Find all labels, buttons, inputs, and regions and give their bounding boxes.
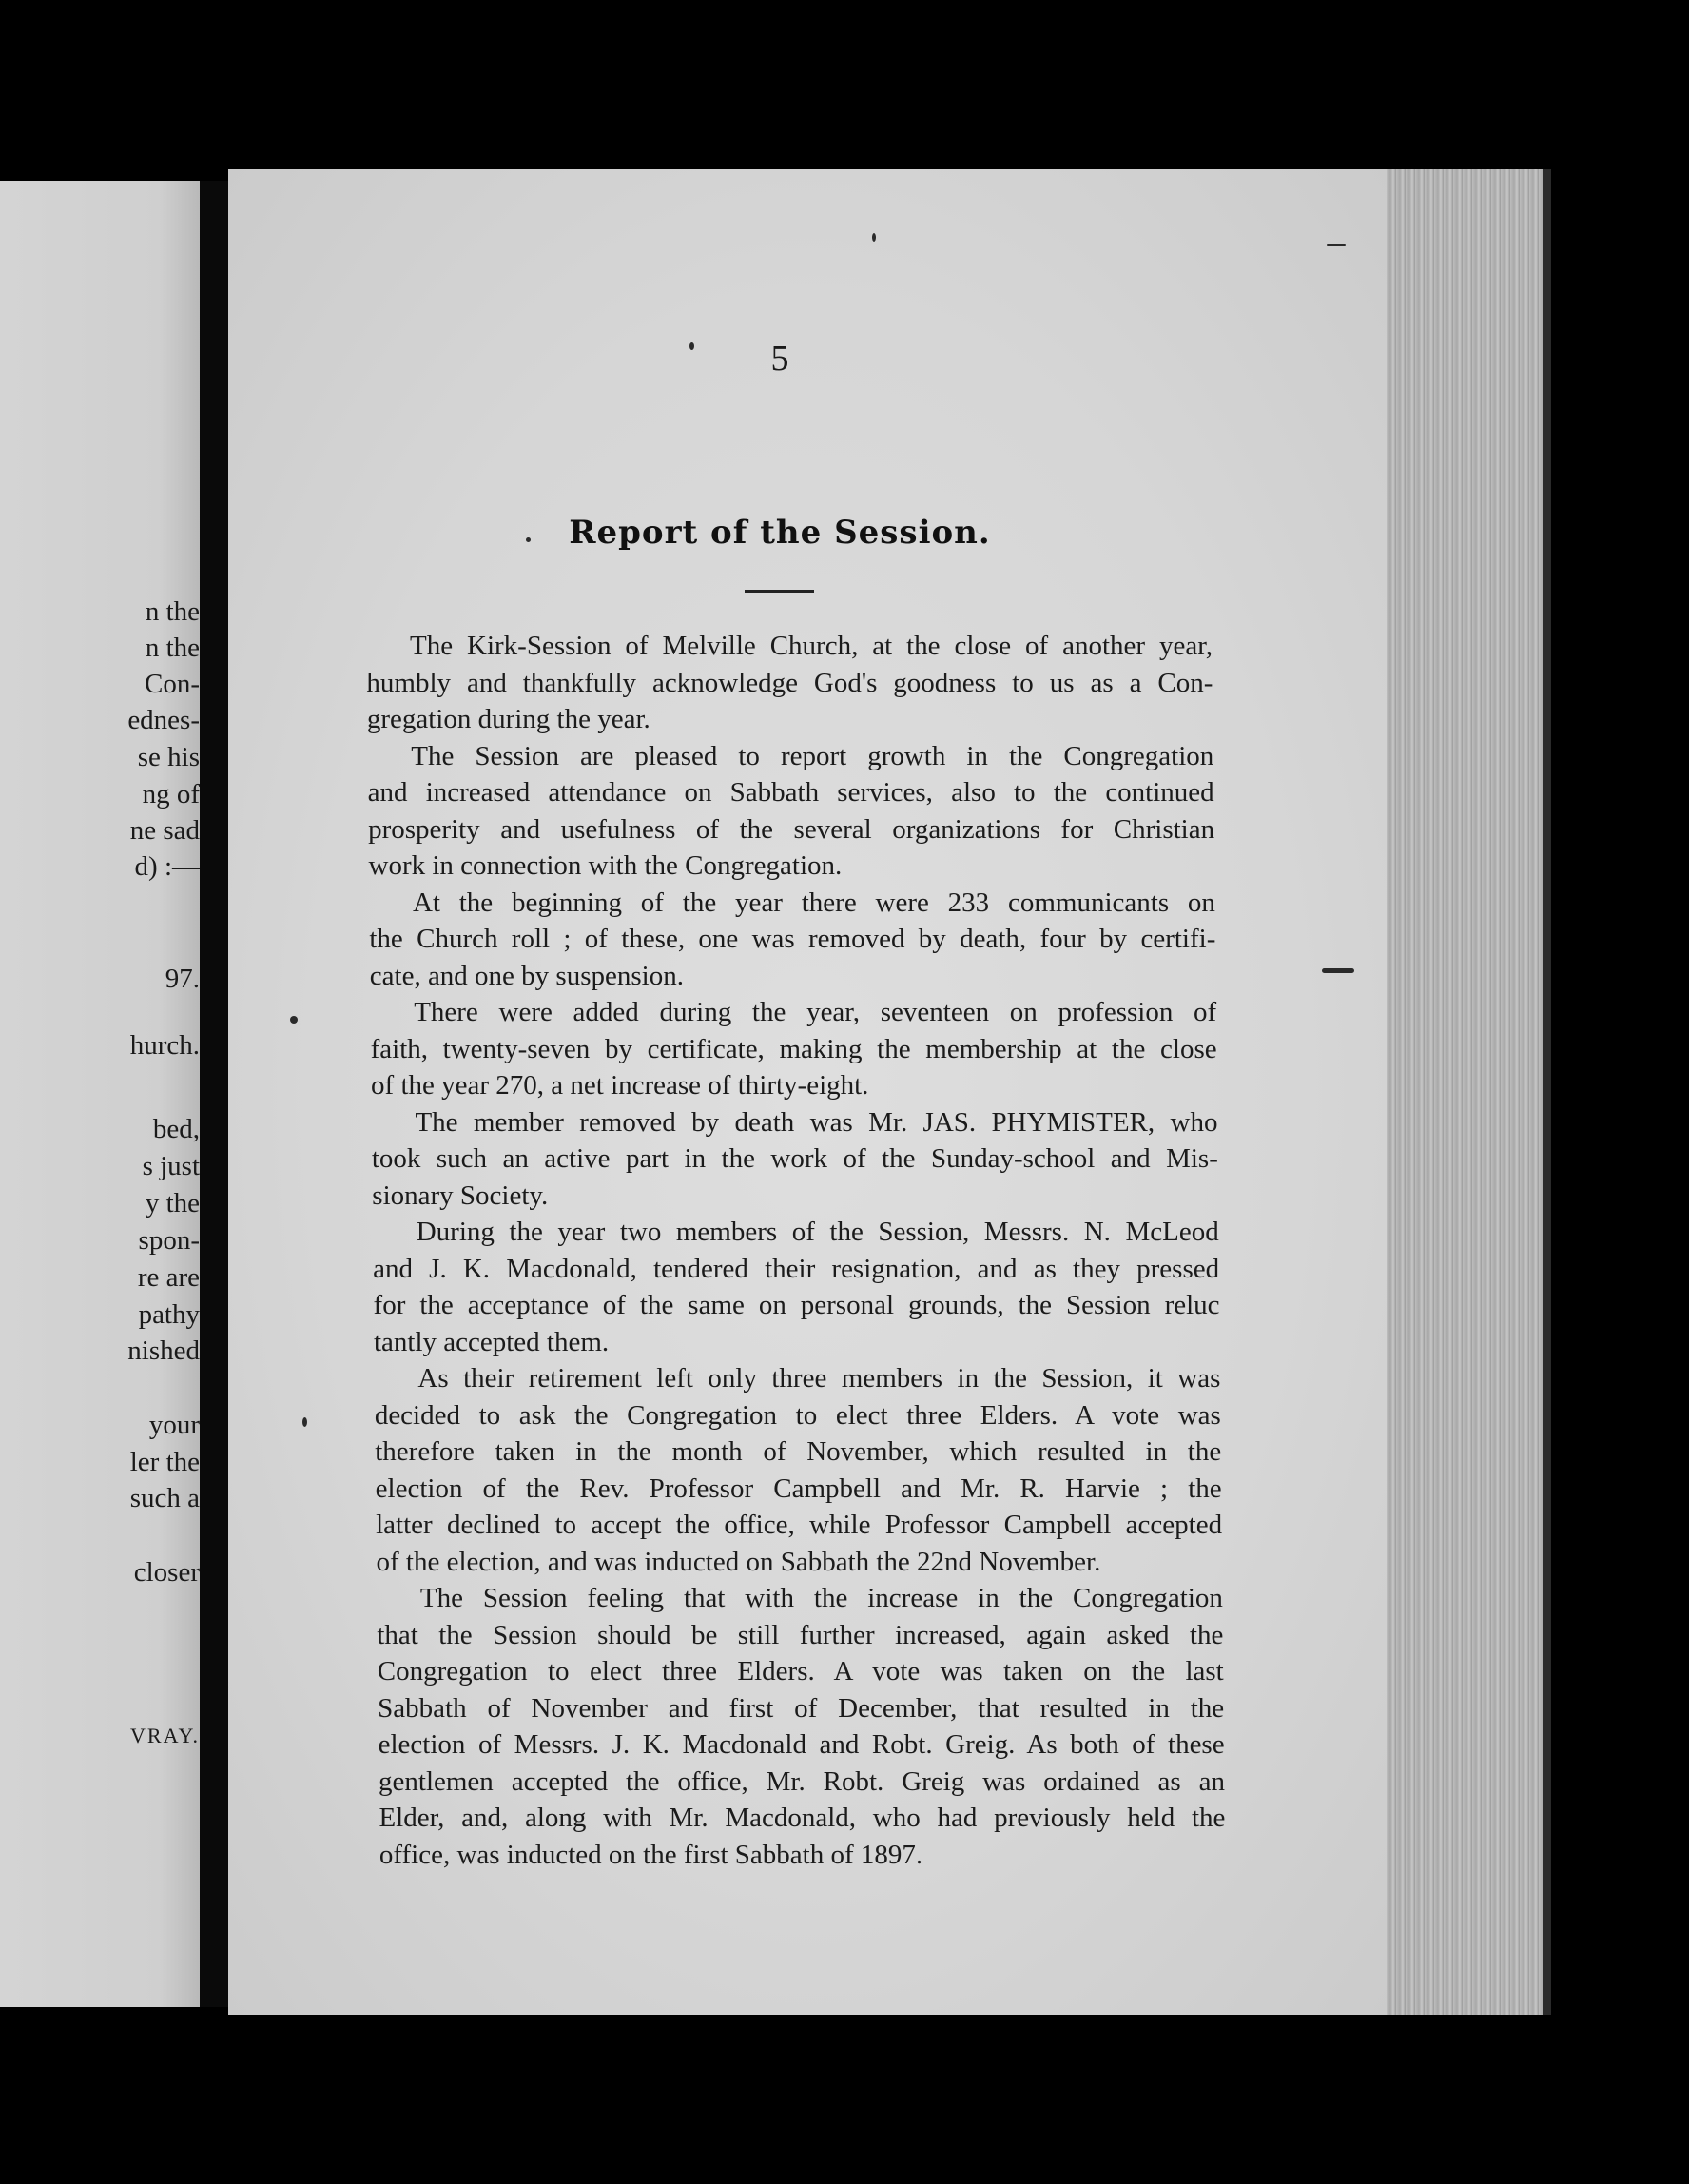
body-line: faith, twenty-seven by certificate, making the membership at the close — [370, 1033, 1217, 1064]
body-line: The Session are pleased to report growth in the Congregation — [411, 740, 1214, 771]
left-page-line: n the — [145, 596, 200, 627]
body-line: decided to ask the Congregation to elect three Elders. A vote was — [374, 1399, 1221, 1431]
left-page-line: ne sad — [129, 815, 200, 846]
book-cover-edge — [1543, 169, 1551, 2015]
body-line: the Church roll ; of these, one was removed by death, four by certifi- — [369, 924, 1216, 954]
speck — [526, 537, 531, 542]
left-page-line: Con- — [145, 669, 200, 699]
left-page-line: re are — [137, 1262, 200, 1293]
body-line: prosperity and usefulness of the several organizations for Christian — [368, 813, 1215, 845]
body-line: that the Session should be still further increased, again asked the — [377, 1619, 1224, 1650]
left-page-line: ng of — [142, 779, 200, 809]
body-line: sionary Society. — [372, 1180, 549, 1211]
book-gutter — [200, 181, 228, 2007]
body-line: humbly and thankfully acknowledge God's goodness to us as a Con- — [366, 667, 1213, 698]
body-line: There were added during the year, seventeen on profession of — [414, 997, 1217, 1027]
body-line: During the year two members of the Session, Messrs. N. McLeod — [416, 1217, 1219, 1247]
speck — [302, 1417, 307, 1427]
body-line: for the acceptance of the same on personal grounds, the Session reluc — [373, 1290, 1220, 1320]
left-page-line: spon- — [138, 1225, 200, 1256]
left-page-line: d) :— — [134, 851, 200, 882]
left-page-line: 97. — [165, 964, 200, 994]
body-line: tantly accepted them. — [373, 1326, 610, 1357]
left-page-line: se his — [137, 742, 200, 772]
body-line: The Kirk-Session of Melville Church, at the close of another year, — [410, 631, 1213, 661]
body-line: As their retirement left only three members in the Session, it was — [417, 1363, 1221, 1394]
body-line: of the election, and was inducted on Sabbath the 22nd November. — [376, 1546, 1101, 1577]
body-line: work in connection with the Congregation. — [368, 850, 843, 881]
body-line: election of the Rev. Professor Campbell and Mr. R. Harvie ; the — [375, 1472, 1222, 1504]
body-line: Sabbath of November and first of December, that resulted in the — [378, 1692, 1225, 1724]
body-line: Elder, and, along with Mr. Macdonald, who had previously held the — [379, 1803, 1226, 1833]
body-line: At the beginning of the year there were 233 communicants on — [412, 887, 1215, 918]
left-page-line: bed, — [152, 1114, 200, 1144]
left-page-line: pathy — [138, 1299, 200, 1330]
speck — [689, 342, 694, 350]
left-page-line: y the — [145, 1188, 200, 1219]
page-edges — [1387, 169, 1543, 2015]
body-line: The Session feeling that with the increase in the Congregation — [419, 1583, 1223, 1613]
left-page-line: nished — [127, 1336, 200, 1366]
body-line: latter declined to accept the office, while Professor Campbell accepted — [376, 1510, 1223, 1540]
body-line: Congregation to elect three Elders. A vote was taken on the last — [377, 1656, 1224, 1687]
left-page-line: closer — [133, 1557, 200, 1588]
speck — [1322, 968, 1354, 973]
body-line: therefore taken in the month of November, which resulted in the — [375, 1436, 1222, 1467]
body-line: cate, and one by suspension. — [369, 960, 684, 991]
body-line: The member removed by death was Mr. JAS. PHYMISTER, who — [415, 1106, 1218, 1138]
body-line: and increased attendance on Sabbath services, also to the continued — [367, 777, 1214, 808]
body-line: of the year 270, a net increase of thirty-eight. — [371, 1070, 869, 1101]
body-line: office, was inducted on the first Sabbath of 1897. — [379, 1839, 923, 1870]
body-line: took such an active part in the work of the Sunday-school and Mis- — [371, 1143, 1218, 1174]
left-page-line: ednes- — [127, 705, 200, 735]
body-line: and J. K. Macdonald, tendered their resignation, and as they pressed — [373, 1253, 1220, 1284]
left-page-line: n the — [145, 633, 200, 663]
left-page-line: VRAY. — [130, 1724, 200, 1747]
speck — [1327, 244, 1346, 246]
page-number: 5 — [770, 339, 789, 379]
body-line: election of Messrs. J. K. Macdonald and Robt. Greig. As both of these — [378, 1729, 1225, 1760]
left-page-line: hurch. — [129, 1030, 200, 1061]
left-page-line: such a — [129, 1483, 200, 1513]
title-rule — [745, 590, 814, 593]
body-line: gregation during the year. — [366, 704, 650, 734]
left-page-line: ler the — [129, 1447, 200, 1477]
body-line: gentlemen accepted the office, Mr. Robt. Greig was ordained as an — [379, 1765, 1226, 1797]
speck — [290, 1016, 298, 1024]
page-title: Report of the Session. — [569, 514, 991, 552]
speck — [872, 233, 876, 242]
left-page-line: your — [148, 1410, 200, 1440]
left-page-line: s just — [142, 1151, 200, 1181]
